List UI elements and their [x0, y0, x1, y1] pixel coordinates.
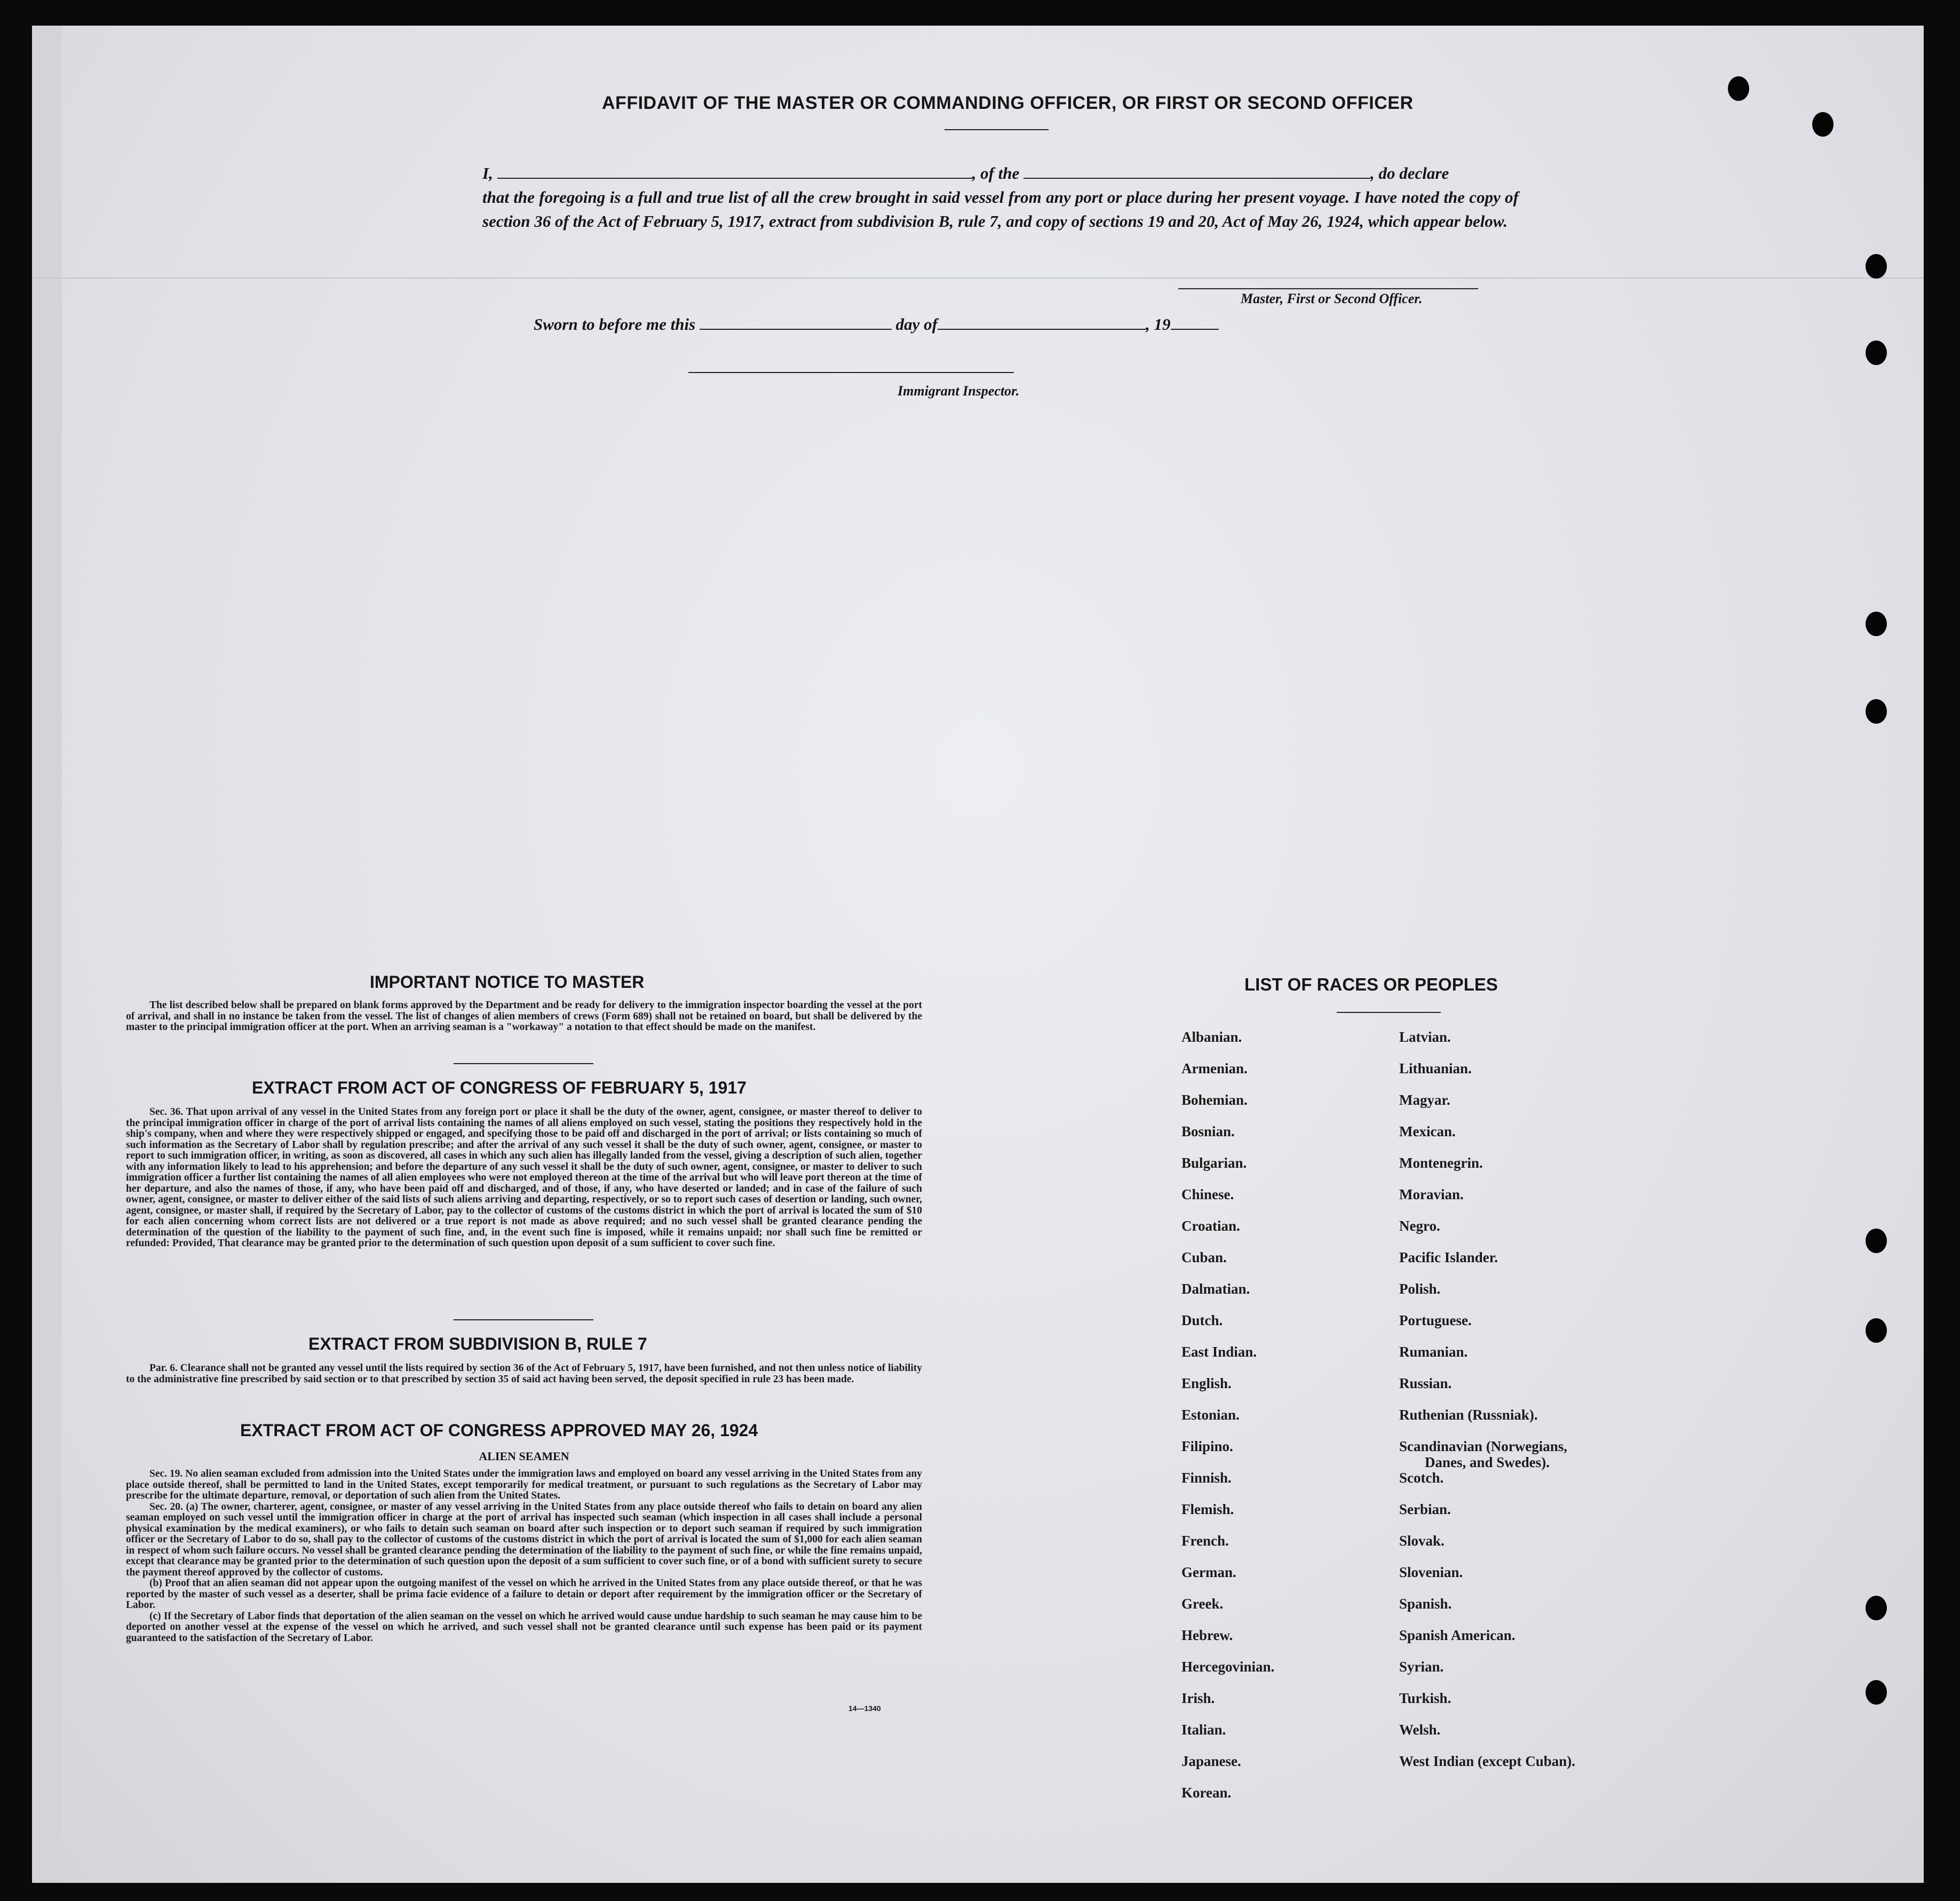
race-item: Syrian. — [1399, 1659, 1444, 1675]
race-item: Italian. — [1181, 1722, 1226, 1738]
race-item: Pacific Islander. — [1399, 1249, 1498, 1265]
race-item: Scandinavian (Norwegians, — [1399, 1438, 1568, 1454]
races-rule — [1337, 1012, 1441, 1013]
sworn-year-blank — [1171, 314, 1219, 330]
race-item: Bohemian. — [1181, 1092, 1248, 1108]
race-item: Slovenian. — [1399, 1564, 1463, 1580]
punch-hole — [1866, 1318, 1887, 1343]
race-item: Albanian. — [1181, 1029, 1242, 1045]
affidavit-i: I, — [482, 164, 493, 183]
race-item: Slovak. — [1399, 1533, 1445, 1549]
sworn-year: , 19 — [1146, 315, 1171, 334]
sworn-month-blank — [938, 314, 1146, 330]
inspector-signature-line — [688, 372, 1014, 373]
race-item: French. — [1181, 1533, 1229, 1549]
race-item: Cuban. — [1181, 1249, 1227, 1265]
notice-body: The list described below shall be prepared on blank forms approved by the Department and be ready for delivery to the immigration inspector boarding the vessel at the port of arrival, and shall in no instance be taken from the vessel. The list of changes of alien members of crews (Form 689) shall not be retained on board, but shall be delivered by the master to the principal immigration officer at the port. When an arriving seaman is a "workaway" a notation to that effect should be made on the manifest. — [126, 1000, 922, 1033]
race-item: Serbian. — [1399, 1501, 1451, 1517]
race-item: Polish. — [1399, 1281, 1441, 1297]
races-title: LIST OF RACES OR PEOPLES — [1244, 975, 1498, 994]
inspector-caption: Immigrant Inspector. — [898, 383, 1020, 399]
race-item: Latvian. — [1399, 1029, 1451, 1045]
race-item: Lithuanian. — [1399, 1060, 1472, 1076]
punch-hole — [1866, 1229, 1887, 1253]
race-item: Scotch. — [1399, 1470, 1444, 1486]
affidavit-declare: , do declare — [1370, 164, 1449, 183]
race-item: Hebrew. — [1181, 1627, 1233, 1643]
race-item: Mexican. — [1399, 1123, 1456, 1139]
race-item: Finnish. — [1181, 1470, 1232, 1486]
race-item: Irish. — [1181, 1690, 1215, 1706]
race-item: Croatian. — [1181, 1218, 1240, 1234]
punch-hole — [1866, 340, 1887, 365]
section-rule — [454, 1063, 593, 1064]
vessel-blank — [1023, 163, 1370, 179]
punch-hole — [1866, 699, 1887, 724]
extract-rule7-title: EXTRACT FROM SUBDIVISION B, RULE 7 — [308, 1334, 647, 1353]
race-item: Dutch. — [1181, 1312, 1223, 1328]
race-item: Armenian. — [1181, 1060, 1248, 1076]
race-item: Bosnian. — [1181, 1123, 1235, 1139]
sworn-day-blank — [700, 314, 892, 330]
sheet-edge — [32, 26, 62, 1883]
race-item: Flemish. — [1181, 1501, 1234, 1517]
punch-hole — [1728, 76, 1749, 101]
race-item: Magyar. — [1399, 1092, 1450, 1108]
affidavit-of-the: , of the — [972, 164, 1020, 183]
race-item: English. — [1181, 1375, 1232, 1391]
sec-19: Sec. 19. No alien seaman excluded from admission into the United States under the immigration laws and employed on board any vessel arriving in the United States from any place outside thereof, shall be permitted to land in the United States, except temporarily for medical treatment, or pursuant to such regulations as the Secretary of Labor may prescribe for the ultimate departure, removal, or deportation of such alien from the United States. — [126, 1468, 922, 1501]
affidavit-title: AFFIDAVIT OF THE MASTER OR COMMANDING OFFICER, OR FIRST OR SECOND OFFICER — [602, 93, 1414, 113]
sworn-label: Sworn to before me this — [534, 315, 696, 334]
race-item: Rumanian. — [1399, 1344, 1468, 1360]
race-item: Danes, and Swedes). — [1425, 1454, 1550, 1470]
extract-1917-body: Sec. 36. That upon arrival of any vessel in the United States from any foreign port or place it shall be the duty of the owner, agent, consignee, or master thereof to deliver to the principal immigration officer in charge of the port of arrival lists containing the names of all aliens employed on such vessel, stating the positions they respectively hold in the ship's company, when and where they were respectively shipped or engaged, and specifying those to be paid off and discharged in the port of arrival; or lists containing so much of such information as the Secretary of Labor shall by regulation prescribe; and after the arrival of any such vessel it shall be the duty of such owner, agent, consignee, or master to report to such immigration officer, in writing, as soon as discovered, all cases in which any such alien has illegally landed from the vessel, giving a description of such alien, together with any information likely to lead to his apprehension; and before the departure of any such vessel it shall be the duty of such owner, agent, consignee, or master to deliver to such immigration officer a further list containing the names of all alien employees who were not employed thereon at the time of the arrival but who will leave port thereon at the time of her departure, and also the names of those, if any, who have been paid off and discharged, and of those, if any, who have deserted or landed; and in case of the failure of such owner, agent, consignee, or master to deliver either of the said lists of such aliens arriving and departing, respectively, or so to report such cases of desertion or landing, such owner, agent, consignee, or master shall, if required by the Secretary of Labor, pay to the collector of customs of the customs district in which the port of arrival is located the sum of $10 for each alien concerning whom correct lists are not delivered or a true report is not made as above required; and no such vessel shall be granted clearance pending the determination of the question of the liability to the payment of such fine, and, in the event such fine is imposed, while it remains unpaid; nor shall such fine be remitted or refunded: Provided, That clearance may be granted prior to the determination of such question upon deposit of a sum sufficient to cover such fine. — [126, 1106, 922, 1249]
punch-hole — [1866, 1680, 1887, 1705]
punch-hole — [1866, 612, 1887, 636]
extract-1917-title: EXTRACT FROM ACT OF CONGRESS OF FEBRUARY 5, 1917 — [252, 1078, 747, 1097]
sec-20a: Sec. 20. (a) The owner, charterer, agent, consignee, or master of any vessel arriving in the United States from any place outside thereof who fails to detain on board any alien seaman employed on such vessel until the immigration officer in charge at the port of arrival has inspected such seaman (which inspection in all cases shall include a personal physical examination by the medical examiners), or who fails to detain such seaman on board after such inspection or to deport such seaman if required by such immigration officer or the Secretary of Labor to do so, shall pay to the collector of customs of the customs district in which the port of arrival is located the sum of $1,000 for each alien seaman in respect of whom such failure occurs. No vessel shall be granted clearance pending the determination of the liability to the payment of such fine, or while the fine remains unpaid, except that clearance may be granted prior to the determination of such question upon the deposit of a sum sufficient to cover such fine, or of a bond with sufficient surety to secure the payment thereof approved by the collector of customs. — [126, 1501, 922, 1578]
race-item: Greek. — [1181, 1596, 1224, 1612]
extract-rule7-body: Par. 6. Clearance shall not be granted any vessel until the lists required by section 36 of the Act of February 5, 1917, have been furnished, and not then unless notice of liability to the administrative fine prescribed by said section or to that prescribed by section 35 of said act having been served, the deposit specified in rule 23 has been made. — [126, 1363, 922, 1385]
race-item: Spanish. — [1399, 1596, 1452, 1612]
race-item: Bulgarian. — [1181, 1155, 1247, 1171]
race-item: Welsh. — [1399, 1722, 1441, 1738]
section-rule — [454, 1319, 593, 1320]
race-item: Russian. — [1399, 1375, 1452, 1391]
affidavit-body — [482, 161, 1519, 233]
race-item: Japanese. — [1181, 1753, 1241, 1769]
race-item: Montenegrin. — [1399, 1155, 1483, 1171]
race-item: Korean. — [1181, 1785, 1232, 1801]
affidavit-declaration-line — [482, 161, 1519, 185]
race-item: Portuguese. — [1399, 1312, 1472, 1328]
sec-20b: (b) Proof that an alien seaman did not appear upon the outgoing manifest of the vessel on which he arrived in the United States from any place outside thereof, or that he was reported by the master of such vessel as a deserter, shall be prima facie evidence of a failure to detain or deport after requirement by the immigration officer or the Secretary of Labor. — [126, 1578, 922, 1611]
fold-line — [32, 278, 1924, 279]
punch-hole — [1812, 112, 1834, 137]
sworn-line — [534, 314, 1219, 334]
race-item: East Indian. — [1181, 1344, 1257, 1360]
sworn-day-of: day of — [895, 315, 938, 334]
race-item: Turkish. — [1399, 1690, 1451, 1706]
signature-caption: Master, First or Second Officer. — [1241, 291, 1423, 306]
affidavit-statement: that the foregoing is a full and true list of all the crew brought in said vessel from any port or place during her present voyage. I have noted the copy of section 36 of the Act of February 5, 1917, extract from subdivision B, rule 7, and copy of sections 19 and 20, Act of May 26, 1924, which appear below. — [482, 188, 1519, 231]
name-blank — [497, 163, 972, 179]
extract-1924-body — [126, 1469, 922, 1644]
extract-1924-subtitle: ALIEN SEAMEN — [479, 1449, 569, 1463]
race-item: German. — [1181, 1564, 1236, 1580]
punch-hole — [1866, 1596, 1887, 1620]
race-item: Spanish American. — [1399, 1627, 1515, 1643]
punch-hole — [1866, 254, 1887, 279]
form-number: 14—1340 — [848, 1704, 881, 1713]
sec-20c: (c) If the Secretary of Labor finds that deportation of the alien seaman on the vessel on which he arrived would cause undue hardship to such seaman he may cause him to be deported on another vessel at the expense of the vessel on which he arrived, and such vessel shall not be granted clearance until such expense has been paid or its payment guaranteed to the satisfaction of the Secretary of Labor. — [126, 1610, 922, 1644]
signature-line — [1178, 288, 1478, 289]
race-item: Moravian. — [1399, 1186, 1464, 1202]
race-item: Negro. — [1399, 1218, 1440, 1234]
race-item: Hercegovinian. — [1181, 1659, 1275, 1675]
race-item: Estonian. — [1181, 1407, 1240, 1423]
race-item: Filipino. — [1181, 1438, 1233, 1454]
race-item: West Indian (except Cuban). — [1399, 1753, 1576, 1769]
race-item: Chinese. — [1181, 1186, 1234, 1202]
extract-1924-title: EXTRACT FROM ACT OF CONGRESS APPROVED MAY 26, 1924 — [240, 1421, 758, 1440]
race-item: Dalmatian. — [1181, 1281, 1250, 1297]
race-item: Ruthenian (Russniak). — [1399, 1407, 1538, 1423]
title-rule — [945, 129, 1049, 130]
notice-title: IMPORTANT NOTICE TO MASTER — [370, 972, 645, 992]
